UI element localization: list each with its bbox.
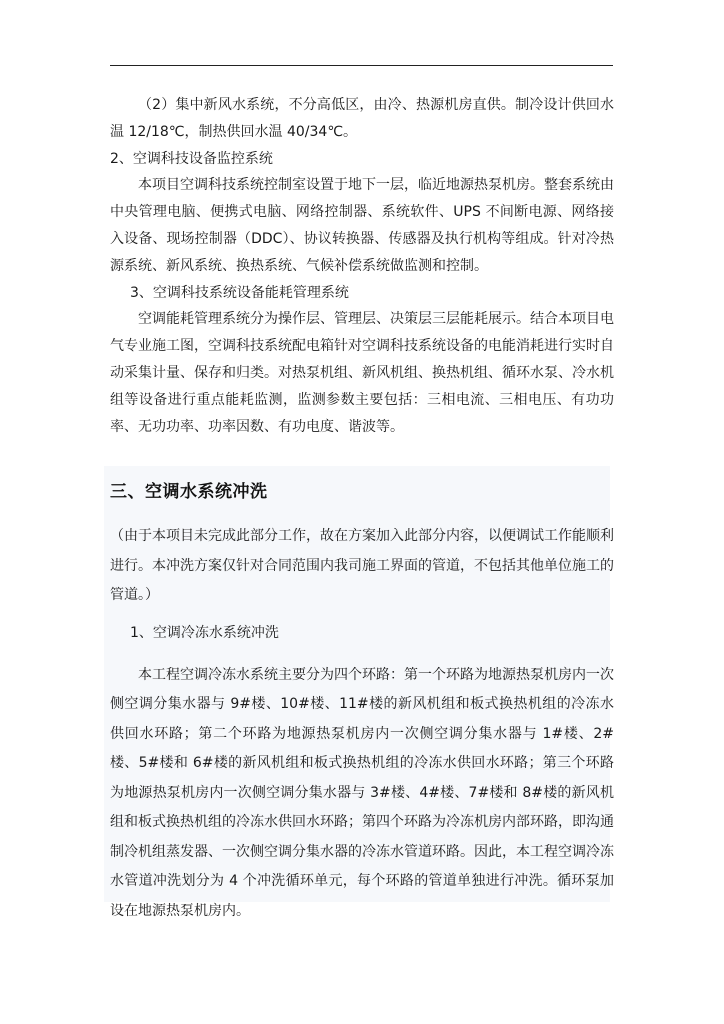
paragraph-fresh-air-system: （2）集中新风水系统，不分高低区，由冷、热源机房直供。制冷设计供回水温 12/18℃，制热供回水温 40/34℃。 [110, 97, 614, 140]
section3-title: 三、空调水系统冲洗 [110, 482, 268, 502]
paragraph-hvac-monitoring: 本项目空调科技系统控制室设置于地下一层，临近地源热泵机房。整套系统由中央管理电脑、便携式电脑、网络控制器、系统软件、UPS 不间断电源、网络接入设备、现场控制器（DDC）、协议转换器、传感器及执行机构等组成。针对冷热源系统、新风系统、换热系统、气候补偿系统做监测和控制。 [110, 177, 614, 274]
heading-hvac-monitoring: 2、空调科技设备监控系统 [110, 150, 273, 167]
heading-energy-management: 3、空调科技系统设备能耗管理系统 [130, 284, 349, 301]
paragraph-section3-note: （由于本项目未完成此部分工作，故在方案加入此部分内容，以便调试工作能顺利进行。本冲洗方案仅针对合同范围内我司施工界面的管道，不包括其他单位施工的管道。） [110, 528, 614, 603]
section3-block [110, 522, 614, 926]
paragraph-chilled-water-flush: 本工程空调冷冻水系统主要分为四个环路：第一个环路为地源热泵机房内一次侧空调分集水器与 9#楼、10#楼、11#楼的新风机组和板式换热机组的冷冻水供回水环路；第二个环路为地源热泵机房内一次侧空调分集水器与 1#楼、2#楼、5#楼和 6#楼的新风机组和板式换热机组的冷冻水供回水环路；第三个环路为地源热泵机房内一次侧空调分集水器与 3#楼、4#楼、7#楼和 8#楼的新风机组和板式换热机组的冷冻水供回水环路；第四个环路为冷冻机房内部环路，即沟通制冷机组蒸发器、一次侧空调分集水器的冷冻水管道环路。因此，本工程空调冷冻水管道冲洗划分为 4 个冲洗循环单元，每个环路的管道单独进行冲洗。循环泵加设在地源热泵机房内。 [110, 666, 614, 919]
header-rule [110, 65, 613, 66]
part1-block [110, 92, 614, 440]
paragraph-energy-management: 空调能耗管理系统分为操作层、管理层、决策层三层能耗展示。结合本项目电气专业施工图，空调科技系统配电箱针对空调科技系统设备的电能消耗进行实时自动采集计量、保存和归类。对热泵机组、新风机组、换热机组、循环水泵、冷水机组等设备进行重点能耗监测，监测参数主要包括：三相电流、三相电压、有功功率、无功功率、功率因数、有功电度、谐波等。 [110, 311, 614, 435]
heading-chilled-water-flush: 1、空调冷冻水系统冲洗 [130, 624, 279, 641]
